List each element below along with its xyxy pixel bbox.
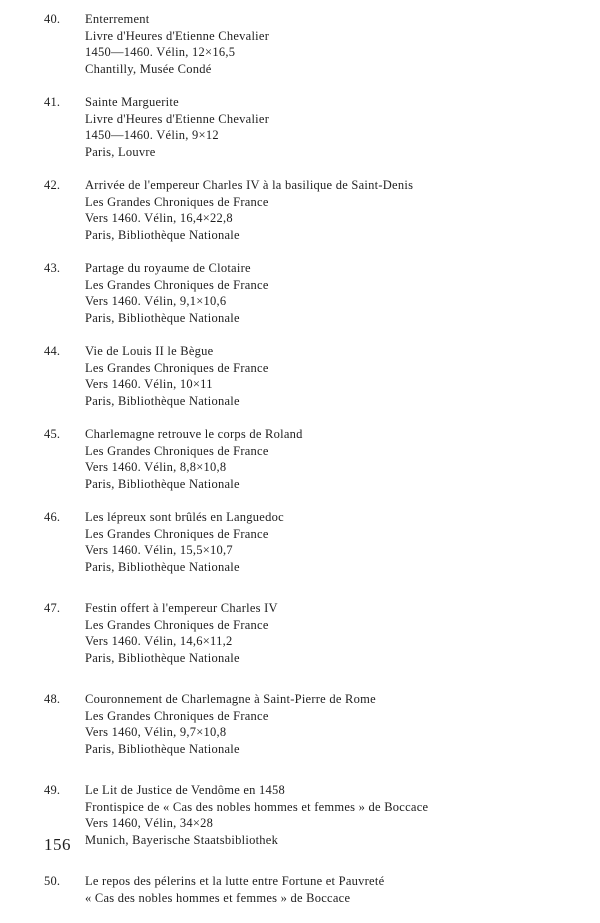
- entry-number: 41.: [44, 95, 61, 109]
- entry-lines: [85, 343, 584, 409]
- entry-date-medium: Vers 1460. Vélin, 9,1×10,6: [85, 294, 227, 308]
- entry-lines: [85, 782, 584, 848]
- entry-date-medium: Vers 1460. Vélin, 14,6×11,2: [85, 634, 233, 648]
- entry-source: Frontispice de « Cas des nobles hommes et femmes » de Boccace: [85, 799, 429, 814]
- catalogue-entry-46: [44, 509, 584, 575]
- entry-location: Paris, Bibliothèque Nationale: [85, 476, 240, 491]
- entry-title: Partage du royaume de Clotaire: [85, 261, 251, 275]
- entry-source: Les Grandes Chroniques de France: [85, 360, 269, 375]
- catalogue-entry-47: [44, 600, 584, 666]
- entry-title: Arrivée de l'empereur Charles IV à la basilique de Saint-Denis: [85, 178, 414, 192]
- entry-number: 48.: [44, 692, 61, 706]
- entry-title: Vie de Louis II le Bègue: [85, 344, 214, 358]
- entry-date-medium: 1450—1460. Vélin, 12×16,5: [85, 45, 236, 59]
- entry-source: Livre d'Heures d'Etienne Chevalier: [85, 28, 270, 43]
- entry-source: Les Grandes Chroniques de France: [85, 526, 269, 541]
- catalogue-entry-50: [44, 873, 584, 906]
- entry-location: Paris, Bibliothèque Nationale: [85, 227, 240, 242]
- entry-title: Couronnement de Charlemagne à Saint-Pierre de Rome: [85, 692, 376, 706]
- entry-lines: [85, 873, 584, 906]
- entry-lines: [85, 11, 584, 77]
- entry-date-medium: Vers 1460. Vélin, 16,4×22,8: [85, 211, 233, 225]
- entry-date-medium: Vers 1460. Vélin, 10×11: [85, 377, 213, 391]
- catalogue-entry-45: [44, 426, 584, 492]
- entry-number: 43.: [44, 261, 61, 275]
- entry-source: Les Grandes Chroniques de France: [85, 194, 269, 209]
- catalogue-entry-49: [44, 782, 584, 848]
- entry-source: Livre d'Heures d'Etienne Chevalier: [85, 111, 270, 126]
- catalogue-entry-42: [44, 177, 584, 243]
- catalogue-entry-41: [44, 94, 584, 160]
- entry-lines: [85, 94, 584, 160]
- entry-location: Paris, Bibliothèque Nationale: [85, 393, 240, 408]
- entry-source: Les Grandes Chroniques de France: [85, 617, 269, 632]
- entry-title: Le repos des pélerins et la lutte entre Fortune et Pauvreté: [85, 874, 385, 888]
- entry-date-medium: Vers 1460. Vélin, 15,5×10,7: [85, 543, 233, 557]
- entry-title: Charlemagne retrouve le corps de Roland: [85, 427, 303, 441]
- entry-lines: [85, 177, 584, 243]
- entry-date-medium: Vers 1460. Vélin, 8,8×10,8: [85, 460, 227, 474]
- entry-location: Paris, Louvre: [85, 144, 156, 159]
- entry-title: Enterrement: [85, 12, 150, 26]
- entry-lines: [85, 600, 584, 666]
- entry-date-medium: Vers 1460, Vélin, 9,7×10,8: [85, 725, 227, 739]
- entry-title: Le Lit de Justice de Vendôme en 1458: [85, 783, 286, 797]
- catalogue-list: [44, 11, 584, 923]
- entry-source: Les Grandes Chroniques de France: [85, 708, 269, 723]
- entry-number: 45.: [44, 427, 61, 441]
- entry-number: 44.: [44, 344, 61, 358]
- entry-source: Les Grandes Chroniques de France: [85, 277, 269, 292]
- entry-title: Sainte Marguerite: [85, 95, 179, 109]
- entry-source: « Cas des nobles hommes et femmes » de Boccace: [85, 890, 351, 905]
- entry-source: Les Grandes Chroniques de France: [85, 443, 269, 458]
- entry-number: 46.: [44, 510, 61, 524]
- entry-location: Paris, Bibliothèque Nationale: [85, 310, 240, 325]
- entry-location: Paris, Bibliothèque Nationale: [85, 650, 240, 665]
- entry-date-medium: Vers 1460, Vélin, 34×28: [85, 816, 214, 830]
- catalogue-entry-43: [44, 260, 584, 326]
- catalogue-entry-48: [44, 691, 584, 757]
- entry-number: 47.: [44, 601, 61, 615]
- entry-lines: [85, 691, 584, 757]
- entry-date-medium: 1450—1460. Vélin, 9×12: [85, 128, 219, 142]
- entry-lines: [85, 426, 584, 492]
- entry-number: 40.: [44, 12, 61, 26]
- entry-location: Paris, Bibliothèque Nationale: [85, 559, 240, 574]
- entry-lines: [85, 509, 584, 575]
- entry-location: Chantilly, Musée Condé: [85, 61, 212, 76]
- entry-number: 50.: [44, 874, 61, 888]
- entry-number: 49.: [44, 783, 61, 797]
- catalogue-entry-40: [44, 11, 584, 77]
- catalogue-entry-44: [44, 343, 584, 409]
- entry-title: Les lépreux sont brûlés en Languedoc: [85, 510, 284, 524]
- entry-title: Festin offert à l'empereur Charles IV: [85, 601, 278, 615]
- entry-location: Paris, Bibliothèque Nationale: [85, 741, 240, 756]
- entry-lines: [85, 260, 584, 326]
- entry-location: Munich, Bayerische Staatsbibliothek: [85, 832, 279, 847]
- entry-number: 42.: [44, 178, 61, 192]
- page-number: 156: [44, 835, 71, 854]
